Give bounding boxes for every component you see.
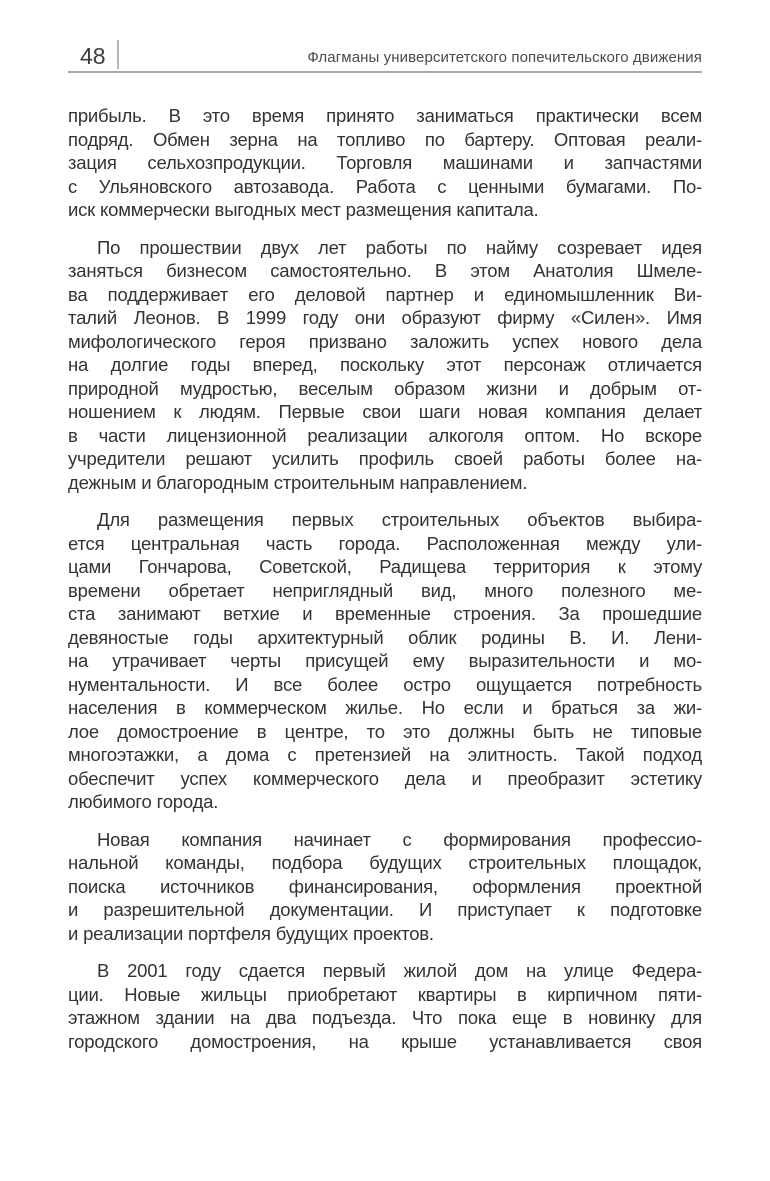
text-line: дежным и благородным строительным направлением. [68, 471, 528, 493]
text-line: подряд. Обмен зерна на топливо по бартеру. Оптовая реали- [68, 128, 702, 150]
text-line: многоэтажки, а дома с претензией на элитность. Такой подход [68, 744, 702, 765]
text-line: времени обретает неприглядный вид, много полезного ме- [68, 579, 702, 601]
text-line: любимого города. [68, 791, 219, 812]
text-line: цами Гончарова, Советской, Радищева территория к этому [68, 556, 702, 577]
page-body [68, 104, 702, 1053]
text-line: прибыль. В это время принято заниматься практически всем [68, 105, 702, 126]
body-paragraph [68, 104, 702, 222]
text-line: обеспечит успех коммерческого дела и преобразит эстетику [68, 767, 702, 789]
text-line: По прошествии двух лет работы по найму созревает идея [97, 236, 702, 258]
body-paragraph [68, 959, 702, 1053]
text-line: Для размещения первых строительных объектов выбира- [97, 509, 702, 530]
text-line: городского домостроения, на крыше устанавливается своя [68, 1030, 702, 1052]
text-line: природной мудростью, веселым образом жизни и добрым от- [68, 377, 702, 399]
text-line: в части лицензионной реализации алкоголя оптом. Но вскоре [68, 424, 702, 446]
text-line: Новая компания начинает с формирования профессио- [97, 828, 702, 850]
text-line: на утрачивает черты присущей ему выразительности и мо- [68, 650, 702, 671]
text-line: и реализации портфеля будущих проектов. [68, 922, 434, 944]
text-line: ношением к людям. Первые свои шаги новая компания делает [68, 401, 702, 422]
text-line: талий Леонов. В 1999 году они образуют фирму «Силен». Имя [68, 307, 702, 328]
page-number: 48 [80, 43, 106, 69]
text-line: ции. Новые жильцы приобретают квартиры в кирпичном пяти- [68, 983, 702, 1005]
text-line: ется центральная часть города. Расположенная между ули- [68, 532, 702, 554]
text-line: ста занимают ветхие и временные строения. За прошедшие [68, 603, 702, 624]
text-line: заняться бизнесом самостоятельно. В этом Анатолия Шмеле- [68, 260, 702, 281]
text-line: нальной команды, подбора будущих строительных площадок, [68, 852, 702, 873]
text-line: населения в коммерческом жилье. Но если и браться за жи- [68, 697, 702, 718]
text-line: лое домостроение в центре, то это должны быть не типовые [68, 720, 702, 742]
text-line: поиска источников финансирования, оформления проектной [68, 875, 702, 897]
text-line: В 2001 году сдается первый жилой дом на улице Федера- [97, 960, 702, 981]
body-paragraph [68, 508, 702, 814]
running-header [68, 40, 702, 73]
text-line: девяностые годы архитектурный облик родины В. И. Лени- [68, 626, 702, 648]
book-page [0, 40, 770, 1181]
text-line: на долгие годы вперед, поскольку этот персонаж отличается [68, 354, 702, 375]
body-paragraph [68, 828, 702, 946]
text-line: иск коммерчески выгодных мест размещения капитала. [68, 199, 539, 220]
text-line: и разрешительной документации. И приступает к подготовке [68, 899, 702, 920]
text-line: ва поддерживает его деловой партнер и единомышленник Ви- [68, 283, 702, 305]
body-paragraph [68, 236, 702, 495]
text-line: учредители решают усилить профиль своей работы более на- [68, 448, 702, 469]
text-line: этажном здании на два подъезда. Что пока еще в новинку для [68, 1007, 702, 1028]
text-line: нументальности. И все более остро ощущается потребность [68, 673, 702, 695]
text-line: мифологического героя призвано заложить успех нового дела [68, 330, 702, 352]
text-line: зация сельхозпродукции. Торговля машинами и запчастями [68, 152, 702, 173]
text-line: с Ульяновского автозавода. Работа с ценными бумагами. По- [68, 175, 702, 197]
running-header-title: Флагманы университетского попечительского движения [307, 49, 702, 66]
